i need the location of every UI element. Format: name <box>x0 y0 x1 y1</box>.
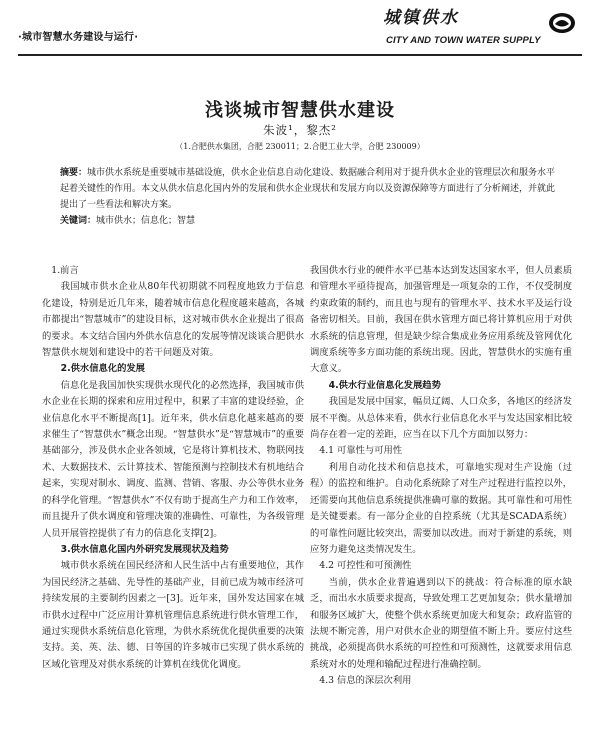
paragraph: 利用自动化技术和信息技术，可靠地实现对生产设施（过程）的监控和维护。自动化系统除了对生产过程进行监控以外，还需要向其他信息系统提供准确可靠的数据。其可靠性和可用性是关键要素。有一部分企业的自控系统（尤其是SCADA系统）的可靠性问题比较突出，需要加以改进。而对于新建的系统，则应努力避免这类情况发生。 <box>310 461 572 555</box>
paragraph: 我国供水行业的硬件水平已基本达到发达国家水平，但人员素质和管理水平亟待提高，加强管理是一项复杂的工作，不仅受制度约束政策的制约，而且也与现有的管理水平、技术水平及运行设备密切相关。目前，我国在供水管理方面已将计算机应用于对供水系统的信息管理，但是缺少综合集成业务应用系统及管网优化调度系统等多方面功能的系统出现。因此，智慧供水的实施有重大意义。 <box>310 265 572 375</box>
paragraph: 信息化是我国加快实现供水现代化的必然选择，我国城市供水企业在长期的探索和应用过程中，积累了丰富的建设经验，企业信息化水平不断提高[1]。近年来，供水信息化越来越高的要求催生了“智慧供水”概念出现。“智慧供水”是“智慧城市”的重要基础部分，涉及供水企业各领域，它是将计算机技术、物联网技术、大数据技术、云计算技术、智能预测与控制技术有机地结合起来，实现对制水、调度、监测、营销、客服、办公等供水业务的科学化管理。“智慧供水”不仅有助于提高生产力和工作效率，而且提升了供水调度和管理决策的准确性、可靠性，为各级管理人员开展管控提供了有力的信息化支撑[2]。 <box>42 379 304 539</box>
keywords-label: 关键词： <box>60 216 97 226</box>
article-authors: 朱波¹，黎杰² <box>263 123 337 137</box>
keywords-text: 城市供水；信息化；智慧 <box>96 216 196 226</box>
journal-name-en: CITY AND TOWN WATER SUPPLY <box>386 35 541 46</box>
paragraph: 当前，供水企业普遍遇到以下的挑战：符合标准的原水缺乏，而出水水质要求提高，导致处理工艺更加复杂；供水量增加和服务区域扩大，使整个供水系统更加庞大和复杂；政府监管的法规不断完善，用户对供水企业的期望值不断上升。要应付这些挑战，必须提高供水系统的可控性和可预测性，这就要求用信息系统对水的处理和输配过程进行准确控制。 <box>310 576 572 670</box>
header-rule <box>18 54 582 56</box>
section-heading: 3.供水信息化国内外研究发展现状及趋势 <box>60 543 229 555</box>
paragraph: 我国是发展中国家，幅员辽阔、人口众多，各地区的经济发展不平衡。从总体来看，供水行业信息化水平与发达国家相比较尚存在着一定的差距，应当在以下几个方面加以努力： <box>310 396 572 441</box>
subsection-heading: 1.前言 <box>51 265 79 276</box>
subsection-heading: 4.3 信息的深层次利用 <box>319 675 412 687</box>
journal-emblem-icon <box>548 12 576 34</box>
keywords <box>60 214 560 228</box>
page-header <box>0 0 600 58</box>
subsection-heading: 4.1 可靠性与可用性 <box>319 445 403 457</box>
body-column-left <box>42 263 304 673</box>
journal-name-cn: 城镇供水 <box>383 8 459 28</box>
article-title: 浅谈城市智慧供水建设 <box>205 100 395 121</box>
article-affiliations: （1.合肥供水集团，合肥 230011；2.合肥工业大学，合肥 230009） <box>175 142 425 151</box>
paragraph: 我国城市供水企业从80年代初期就不同程度地致力于信息化建设，特别是近几年来，随着城市信息化程度越来越高，各城市都提出“智慧城市”的建设目标，这对城市供水企业提出了很高的要求。本文结合国内外供水信息化的发展等情况谈谈合肥供水智慧供水规划和建设中的若干问题及对策。 <box>42 281 304 359</box>
abstract-label: 摘要： <box>60 168 88 178</box>
section-heading: 2.供水信息化的发展 <box>60 363 145 375</box>
section-label: ·城市智慧水务建设与运行· <box>18 32 139 43</box>
paragraph: 城市供水系统在国民经济和人民生活中占有重要地位，其作为国民经济之基础、先导性的基础产业，目前已成为城市经济可持续发展的主要制约因素之一[3]。近年来，国外发达国家在城市供水过程中广泛应用计算机管理信息系统进行供水管理工作，通过实现供水系统信息化管理，为供水系统优化提供重要的决策支持。美、英、法、德、日等国的许多城市已实现了供水系统的区域化管理及对供水系统的计算机在线优化调度。 <box>42 560 304 670</box>
body-column-right <box>310 263 572 690</box>
abstract <box>60 165 560 213</box>
abstract-text: 城市供水系统是重要城市基础设施，供水企业信息自动化建设、数据融合利用对于提升供水企业的管理层次和服务水平起着关键性的作用。本文从供水信息化国内外的发展和供水企业现状和发展方向以及资源保障等方面进行了分析阐述，并就此提出了一些看法和解决方案。 <box>60 168 556 210</box>
subsection-heading: 4.2 可控性和可预测性 <box>319 560 412 572</box>
section-heading: 4.供水行业信息化发展趋势 <box>328 379 441 391</box>
